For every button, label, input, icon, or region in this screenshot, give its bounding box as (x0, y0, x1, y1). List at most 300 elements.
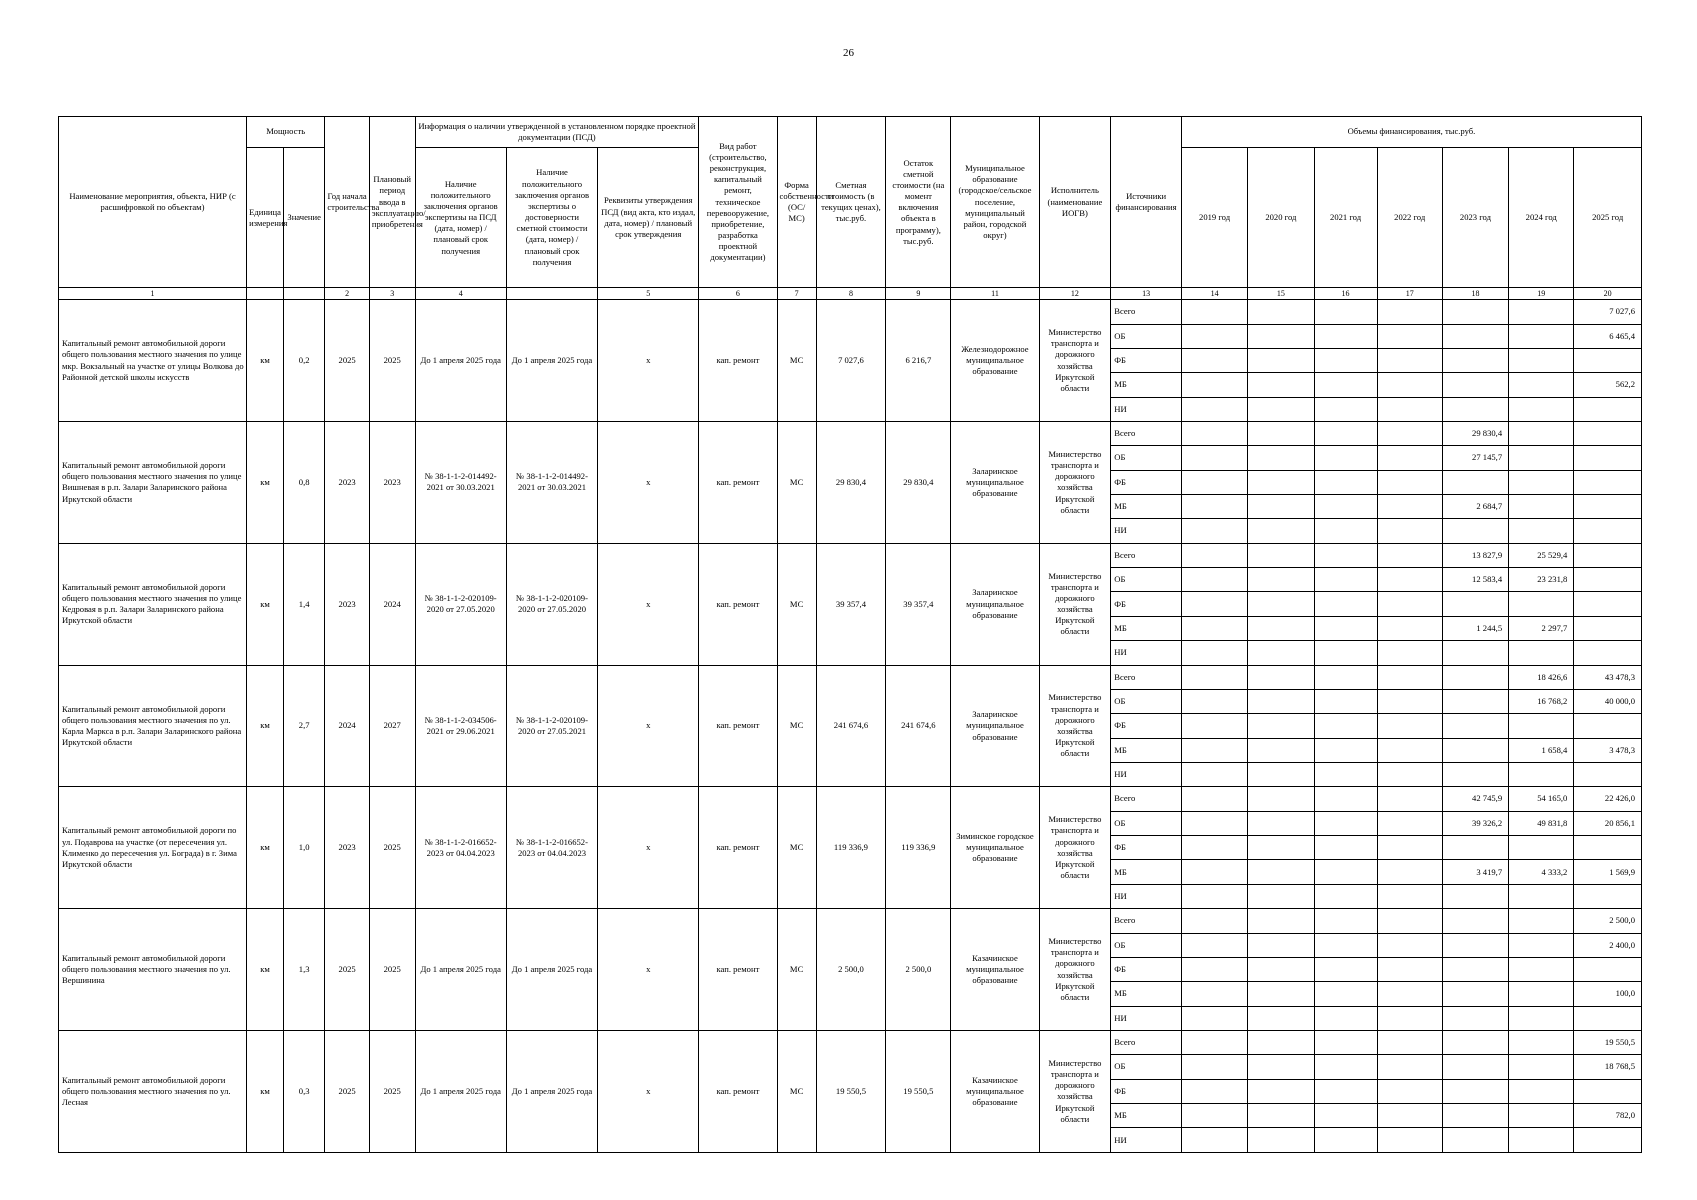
funding-amount (1509, 470, 1574, 494)
funding-source-label: МБ (1111, 495, 1182, 519)
object-name: Капитальный ремонт автомобильной дороги общего пользования местного значения по ул. Лесная (59, 1030, 247, 1152)
funding-amount (1509, 495, 1574, 519)
funding-amount (1181, 665, 1247, 689)
table-row (59, 421, 1642, 445)
funding-amount (1509, 1079, 1574, 1103)
funding-source-label: ФБ (1111, 470, 1182, 494)
funding-amount (1574, 641, 1642, 665)
funding-source-label: ФБ (1111, 714, 1182, 738)
funding-source-label: ОБ (1111, 324, 1182, 348)
funding-amount (1442, 324, 1508, 348)
funding-amount (1509, 762, 1574, 786)
funding-amount (1509, 836, 1574, 860)
object-planned-period: 2025 (369, 909, 415, 1031)
funding-amount (1314, 836, 1377, 860)
funding-amount (1248, 470, 1314, 494)
funding-amount (1377, 446, 1442, 470)
object-cost-expertise: № 38-1-1-2-020109-2020 от 27.05.2021 (506, 665, 597, 787)
funding-amount: 12 583,4 (1442, 568, 1508, 592)
funding-amount (1248, 300, 1314, 324)
object-estimated-cost: 119 336,9 (816, 787, 886, 909)
funding-amount (1377, 860, 1442, 884)
funding-amount (1314, 665, 1377, 689)
header-municipality: Муниципальное образование (городское/сельское поселение, муниципальный район, городской округ) (951, 117, 1039, 288)
funding-amount (1248, 1104, 1314, 1128)
funding-amount: 54 165,0 (1509, 787, 1574, 811)
column-number: 9 (886, 288, 951, 300)
funding-amount (1574, 616, 1642, 640)
funding-source-label: Всего (1111, 909, 1182, 933)
funding-amount (1377, 982, 1442, 1006)
funding-amount (1181, 1006, 1247, 1030)
funding-amount (1377, 1006, 1442, 1030)
object-cost-expertise: № 38-1-1-2-020109-2020 от 27.05.2020 (506, 543, 597, 665)
object-psd-requisites: х (598, 421, 699, 543)
funding-amount (1509, 446, 1574, 470)
funding-amount (1248, 738, 1314, 762)
funding-amount (1574, 592, 1642, 616)
object-cost-expertise: До 1 апреля 2025 года (506, 909, 597, 1031)
funding-amount (1377, 738, 1442, 762)
object-work-type: кап. ремонт (699, 787, 777, 909)
header-year: 2020 год (1248, 147, 1314, 287)
funding-amount (1248, 884, 1314, 908)
funding-amount (1181, 519, 1247, 543)
object-estimated-cost: 39 357,4 (816, 543, 886, 665)
object-name: Капитальный ремонт автомобильной дороги общего пользования местного значения по улице Кедровая в р.п. Залари Заларинского района Иркутской области (59, 543, 247, 665)
object-value: 1,3 (284, 909, 325, 1031)
funding-source-label: Всего (1111, 421, 1182, 445)
object-value: 0,2 (284, 300, 325, 422)
funding-amount (1181, 714, 1247, 738)
funding-amount (1442, 348, 1508, 372)
funding-amount (1377, 1104, 1442, 1128)
object-executor: Министерство транспорта и дорожного хозяйства Иркутской области (1039, 665, 1111, 787)
funding-amount (1181, 1128, 1247, 1153)
object-unit: км (247, 787, 284, 909)
funding-source-label: НИ (1111, 1006, 1182, 1030)
funding-amount (1181, 397, 1247, 421)
funding-amount: 20 856,1 (1574, 811, 1642, 835)
column-number: 1 (59, 288, 247, 300)
object-start-year: 2025 (325, 1030, 370, 1152)
object-psd-expertise: № 38-1-1-2-020109-2020 от 27.05.2020 (415, 543, 506, 665)
funding-amount (1377, 1055, 1442, 1079)
funding-amount (1509, 519, 1574, 543)
funding-amount (1574, 421, 1642, 445)
object-psd-requisites: х (598, 1030, 699, 1152)
header-row-1 (59, 117, 1642, 148)
object-psd-requisites: х (598, 543, 699, 665)
funding-amount (1314, 568, 1377, 592)
funding-source-label: ОБ (1111, 689, 1182, 713)
funding-amount (1574, 568, 1642, 592)
table-row (59, 300, 1642, 324)
funding-amount (1314, 543, 1377, 567)
object-value: 1,4 (284, 543, 325, 665)
funding-amount: 562,2 (1574, 373, 1642, 397)
funding-amount (1181, 568, 1247, 592)
funding-amount (1181, 300, 1247, 324)
object-ownership: МС (777, 300, 816, 422)
column-number (284, 288, 325, 300)
funding-amount: 42 745,9 (1442, 787, 1508, 811)
funding-amount (1181, 373, 1247, 397)
object-executor: Министерство транспорта и дорожного хозяйства Иркутской области (1039, 1030, 1111, 1152)
column-number: 2 (325, 288, 370, 300)
object-remaining-cost: 39 357,4 (886, 543, 951, 665)
column-number: 3 (369, 288, 415, 300)
funding-amount (1377, 568, 1442, 592)
funding-amount (1314, 1079, 1377, 1103)
funding-amount (1442, 397, 1508, 421)
funding-amount (1248, 348, 1314, 372)
funding-amount (1181, 738, 1247, 762)
funding-amount (1314, 811, 1377, 835)
column-number-row (59, 288, 1642, 300)
object-psd-expertise: № 38-1-1-2-034506-2021 от 29.06.2021 (415, 665, 506, 787)
funding-amount (1509, 714, 1574, 738)
funding-amount: 3 419,7 (1442, 860, 1508, 884)
funding-amount: 29 830,4 (1442, 421, 1508, 445)
column-number: 15 (1248, 288, 1314, 300)
object-executor: Министерство транспорта и дорожного хозяйства Иркутской области (1039, 909, 1111, 1031)
funding-amount (1181, 860, 1247, 884)
funding-amount (1509, 300, 1574, 324)
funding-amount (1314, 1006, 1377, 1030)
funding-amount (1442, 592, 1508, 616)
object-work-type: кап. ремонт (699, 1030, 777, 1152)
funding-amount (1181, 495, 1247, 519)
header-year: 2025 год (1574, 147, 1642, 287)
funding-amount (1248, 787, 1314, 811)
funding-amount (1509, 592, 1574, 616)
funding-amount (1377, 592, 1442, 616)
funding-amount (1314, 933, 1377, 957)
funding-source-label: ФБ (1111, 348, 1182, 372)
funding-amount (1442, 1006, 1508, 1030)
column-number: 20 (1574, 288, 1642, 300)
funding-amount (1248, 519, 1314, 543)
object-work-type: кап. ремонт (699, 300, 777, 422)
funding-amount (1442, 738, 1508, 762)
object-municipality: Заларинское муниципальное образование (951, 543, 1039, 665)
funding-amount (1509, 1128, 1574, 1153)
funding-amount: 25 529,4 (1509, 543, 1574, 567)
funding-amount: 40 000,0 (1574, 689, 1642, 713)
funding-amount: 2 684,7 (1442, 495, 1508, 519)
column-number: 14 (1181, 288, 1247, 300)
funding-amount (1377, 1079, 1442, 1103)
object-ownership: МС (777, 787, 816, 909)
object-work-type: кап. ремонт (699, 665, 777, 787)
funding-source-label: НИ (1111, 397, 1182, 421)
funding-source-label: ФБ (1111, 592, 1182, 616)
object-cost-expertise: До 1 апреля 2025 года (506, 300, 597, 422)
object-unit: км (247, 421, 284, 543)
funding-amount (1509, 397, 1574, 421)
object-psd-expertise: До 1 апреля 2025 года (415, 300, 506, 422)
object-work-type: кап. ремонт (699, 909, 777, 1031)
object-remaining-cost: 6 216,7 (886, 300, 951, 422)
funding-amount: 100,0 (1574, 982, 1642, 1006)
column-number: 8 (816, 288, 886, 300)
funding-amount (1181, 446, 1247, 470)
funding-source-label: НИ (1111, 762, 1182, 786)
object-executor: Министерство транспорта и дорожного хозяйства Иркутской области (1039, 421, 1111, 543)
funding-amount (1377, 836, 1442, 860)
funding-amount (1509, 909, 1574, 933)
object-psd-expertise: № 38-1-1-2-014492-2021 от 30.03.2021 (415, 421, 506, 543)
funding-amount (1377, 1128, 1442, 1153)
funding-source-label: МБ (1111, 373, 1182, 397)
header-psd-requisites: Реквизиты утверждения ПСД (вид акта, кто издал, дата, номер) / плановый срок утверждения (598, 147, 699, 287)
funding-amount (1314, 300, 1377, 324)
funding-amount (1377, 933, 1442, 957)
funding-amount (1181, 933, 1247, 957)
header-year: 2019 год (1181, 147, 1247, 287)
object-psd-requisites: х (598, 300, 699, 422)
funding-amount (1509, 641, 1574, 665)
funding-amount (1442, 519, 1508, 543)
funding-amount (1377, 495, 1442, 519)
funding-amount: 22 426,0 (1574, 787, 1642, 811)
table-row (59, 543, 1642, 567)
funding-amount (1248, 568, 1314, 592)
funding-amount (1314, 446, 1377, 470)
funding-amount (1181, 324, 1247, 348)
funding-amount (1181, 1055, 1247, 1079)
object-executor: Министерство транспорта и дорожного хозяйства Иркутской области (1039, 543, 1111, 665)
object-municipality: Заларинское муниципальное образование (951, 665, 1039, 787)
funding-amount: 1 658,4 (1509, 738, 1574, 762)
funding-amount (1442, 1030, 1508, 1054)
funding-amount (1314, 982, 1377, 1006)
funding-amount: 43 478,3 (1574, 665, 1642, 689)
funding-amount (1574, 495, 1642, 519)
funding-amount (1509, 1030, 1574, 1054)
funding-amount (1509, 348, 1574, 372)
funding-amount (1377, 714, 1442, 738)
funding-amount (1574, 470, 1642, 494)
funding-amount (1314, 348, 1377, 372)
funding-amount (1377, 909, 1442, 933)
funding-amount (1314, 495, 1377, 519)
funding-amount (1377, 641, 1442, 665)
funding-source-label: ФБ (1111, 836, 1182, 860)
funding-amount (1181, 957, 1247, 981)
object-remaining-cost: 119 336,9 (886, 787, 951, 909)
funding-amount (1314, 1128, 1377, 1153)
funding-amount (1509, 933, 1574, 957)
funding-amount (1377, 787, 1442, 811)
funding-source-label: ФБ (1111, 1079, 1182, 1103)
funding-source-label: МБ (1111, 1104, 1182, 1128)
object-psd-expertise: № 38-1-1-2-016652-2023 от 04.04.2023 (415, 787, 506, 909)
funding-amount (1509, 884, 1574, 908)
funding-amount (1248, 446, 1314, 470)
object-unit: км (247, 543, 284, 665)
object-start-year: 2023 (325, 543, 370, 665)
funding-amount (1377, 616, 1442, 640)
funding-amount (1314, 616, 1377, 640)
funding-source-label: МБ (1111, 738, 1182, 762)
header-funding: Объемы финансирования, тыс.руб. (1181, 117, 1641, 148)
funding-amount (1181, 689, 1247, 713)
funding-amount (1248, 860, 1314, 884)
funding-amount (1314, 641, 1377, 665)
funding-amount (1248, 762, 1314, 786)
funding-amount (1442, 1079, 1508, 1103)
funding-amount (1314, 373, 1377, 397)
object-estimated-cost: 2 500,0 (816, 909, 886, 1031)
funding-source-label: ОБ (1111, 811, 1182, 835)
funding-amount (1248, 324, 1314, 348)
object-unit: км (247, 300, 284, 422)
funding-amount (1574, 884, 1642, 908)
funding-amount (1248, 421, 1314, 445)
funding-amount (1181, 1104, 1247, 1128)
object-municipality: Казачинское муниципальное образование (951, 909, 1039, 1031)
funding-amount (1248, 1055, 1314, 1079)
object-municipality: Железнодорожное муниципальное образование (951, 300, 1039, 422)
funding-amount (1442, 836, 1508, 860)
funding-amount (1377, 300, 1442, 324)
funding-amount (1574, 957, 1642, 981)
funding-amount (1181, 762, 1247, 786)
funding-amount (1377, 543, 1442, 567)
header-work-type: Вид работ (строительство, реконструкция, капитальный ремонт, техническое перевооружение, приобретение, разработка проектной документации) (699, 117, 777, 288)
funding-amount (1442, 1128, 1508, 1153)
funding-amount (1314, 957, 1377, 981)
funding-amount (1314, 884, 1377, 908)
object-municipality: Заларинское муниципальное образование (951, 421, 1039, 543)
object-cost-expertise: № 38-1-1-2-014492-2021 от 30.03.2021 (506, 421, 597, 543)
funding-amount (1248, 933, 1314, 957)
funding-amount (1442, 762, 1508, 786)
object-name: Капитальный ремонт автомобильной дороги общего пользования местного значения по ул. Карла Маркса в р.п. Залари Заларинского района Иркутской области (59, 665, 247, 787)
funding-amount (1377, 689, 1442, 713)
funding-amount (1181, 787, 1247, 811)
funding-source-label: ОБ (1111, 933, 1182, 957)
funding-amount: 16 768,2 (1509, 689, 1574, 713)
funding-amount (1248, 982, 1314, 1006)
funding-source-label: МБ (1111, 616, 1182, 640)
table-row (59, 665, 1642, 689)
funding-source-label: Всего (1111, 543, 1182, 567)
funding-amount (1509, 421, 1574, 445)
object-estimated-cost: 29 830,4 (816, 421, 886, 543)
funding-amount (1377, 373, 1442, 397)
funding-amount (1509, 957, 1574, 981)
funding-amount (1442, 641, 1508, 665)
funding-amount: 23 231,8 (1509, 568, 1574, 592)
object-name: Капитальный ремонт автомобильной дороги общего пользования местного значения по улице мкр. Вокзальный на участке от улицы Волкова до Районной детской школы искусств (59, 300, 247, 422)
column-number: 19 (1509, 288, 1574, 300)
funding-amount (1181, 836, 1247, 860)
object-planned-period: 2024 (369, 543, 415, 665)
column-number: 11 (951, 288, 1039, 300)
funding-amount (1377, 519, 1442, 543)
funding-source-label: Всего (1111, 665, 1182, 689)
funding-amount (1442, 689, 1508, 713)
funding-amount (1574, 1128, 1642, 1153)
funding-source-label: Всего (1111, 787, 1182, 811)
table-row (59, 787, 1642, 811)
funding-amount (1181, 348, 1247, 372)
column-number (247, 288, 284, 300)
funding-source-label: ОБ (1111, 446, 1182, 470)
funding-amount (1574, 1006, 1642, 1030)
object-remaining-cost: 19 550,5 (886, 1030, 951, 1152)
funding-amount (1181, 543, 1247, 567)
funding-amount (1248, 543, 1314, 567)
object-municipality: Казачинское муниципальное образование (951, 1030, 1039, 1152)
object-estimated-cost: 7 027,6 (816, 300, 886, 422)
column-number: 6 (699, 288, 777, 300)
funding-amount (1442, 665, 1508, 689)
object-psd-expertise: До 1 апреля 2025 года (415, 1030, 506, 1152)
object-start-year: 2025 (325, 909, 370, 1031)
funding-amount (1574, 446, 1642, 470)
funding-amount (1509, 324, 1574, 348)
funding-amount (1248, 665, 1314, 689)
funding-amount: 1 244,5 (1442, 616, 1508, 640)
table-row (59, 909, 1642, 933)
funding-amount (1509, 1055, 1574, 1079)
funding-amount (1377, 397, 1442, 421)
header-start-year: Год начала строительства (325, 117, 370, 288)
funding-source-label: НИ (1111, 884, 1182, 908)
funding-source-label: Всего (1111, 300, 1182, 324)
object-cost-expertise: № 38-1-1-2-016652-2023 от 04.04.2023 (506, 787, 597, 909)
object-ownership: МС (777, 665, 816, 787)
table-row (59, 1030, 1642, 1054)
object-planned-period: 2025 (369, 787, 415, 909)
funding-amount (1248, 1128, 1314, 1153)
funding-amount: 7 027,6 (1574, 300, 1642, 324)
funding-amount (1181, 982, 1247, 1006)
funding-amount (1442, 373, 1508, 397)
funding-amount: 3 478,3 (1574, 738, 1642, 762)
funding-amount (1314, 519, 1377, 543)
funding-amount (1509, 373, 1574, 397)
funding-amount (1248, 495, 1314, 519)
header-executor: Исполнитель (наименование ИОГВ) (1039, 117, 1111, 288)
object-value: 0,3 (284, 1030, 325, 1152)
header-year: 2021 год (1314, 147, 1377, 287)
funding-amount (1509, 1104, 1574, 1128)
funding-amount (1181, 1079, 1247, 1103)
header-value: Значение (284, 147, 325, 287)
object-ownership: МС (777, 543, 816, 665)
funding-amount (1248, 397, 1314, 421)
column-number: 7 (777, 288, 816, 300)
funding-amount: 27 145,7 (1442, 446, 1508, 470)
funding-amount: 4 333,2 (1509, 860, 1574, 884)
funding-amount (1442, 909, 1508, 933)
header-year: 2023 год (1442, 147, 1508, 287)
object-planned-period: 2025 (369, 1030, 415, 1152)
header-psd-expertise: Наличие положительного заключения органов экспертизы на ПСД (дата, номер) / плановый срок получения (415, 147, 506, 287)
object-unit: км (247, 665, 284, 787)
funding-amount (1377, 884, 1442, 908)
funding-source-label: Всего (1111, 1030, 1182, 1054)
header-unit: Единица измерения (247, 147, 284, 287)
funding-amount (1248, 1006, 1314, 1030)
funding-amount (1181, 811, 1247, 835)
funding-amount (1314, 1055, 1377, 1079)
